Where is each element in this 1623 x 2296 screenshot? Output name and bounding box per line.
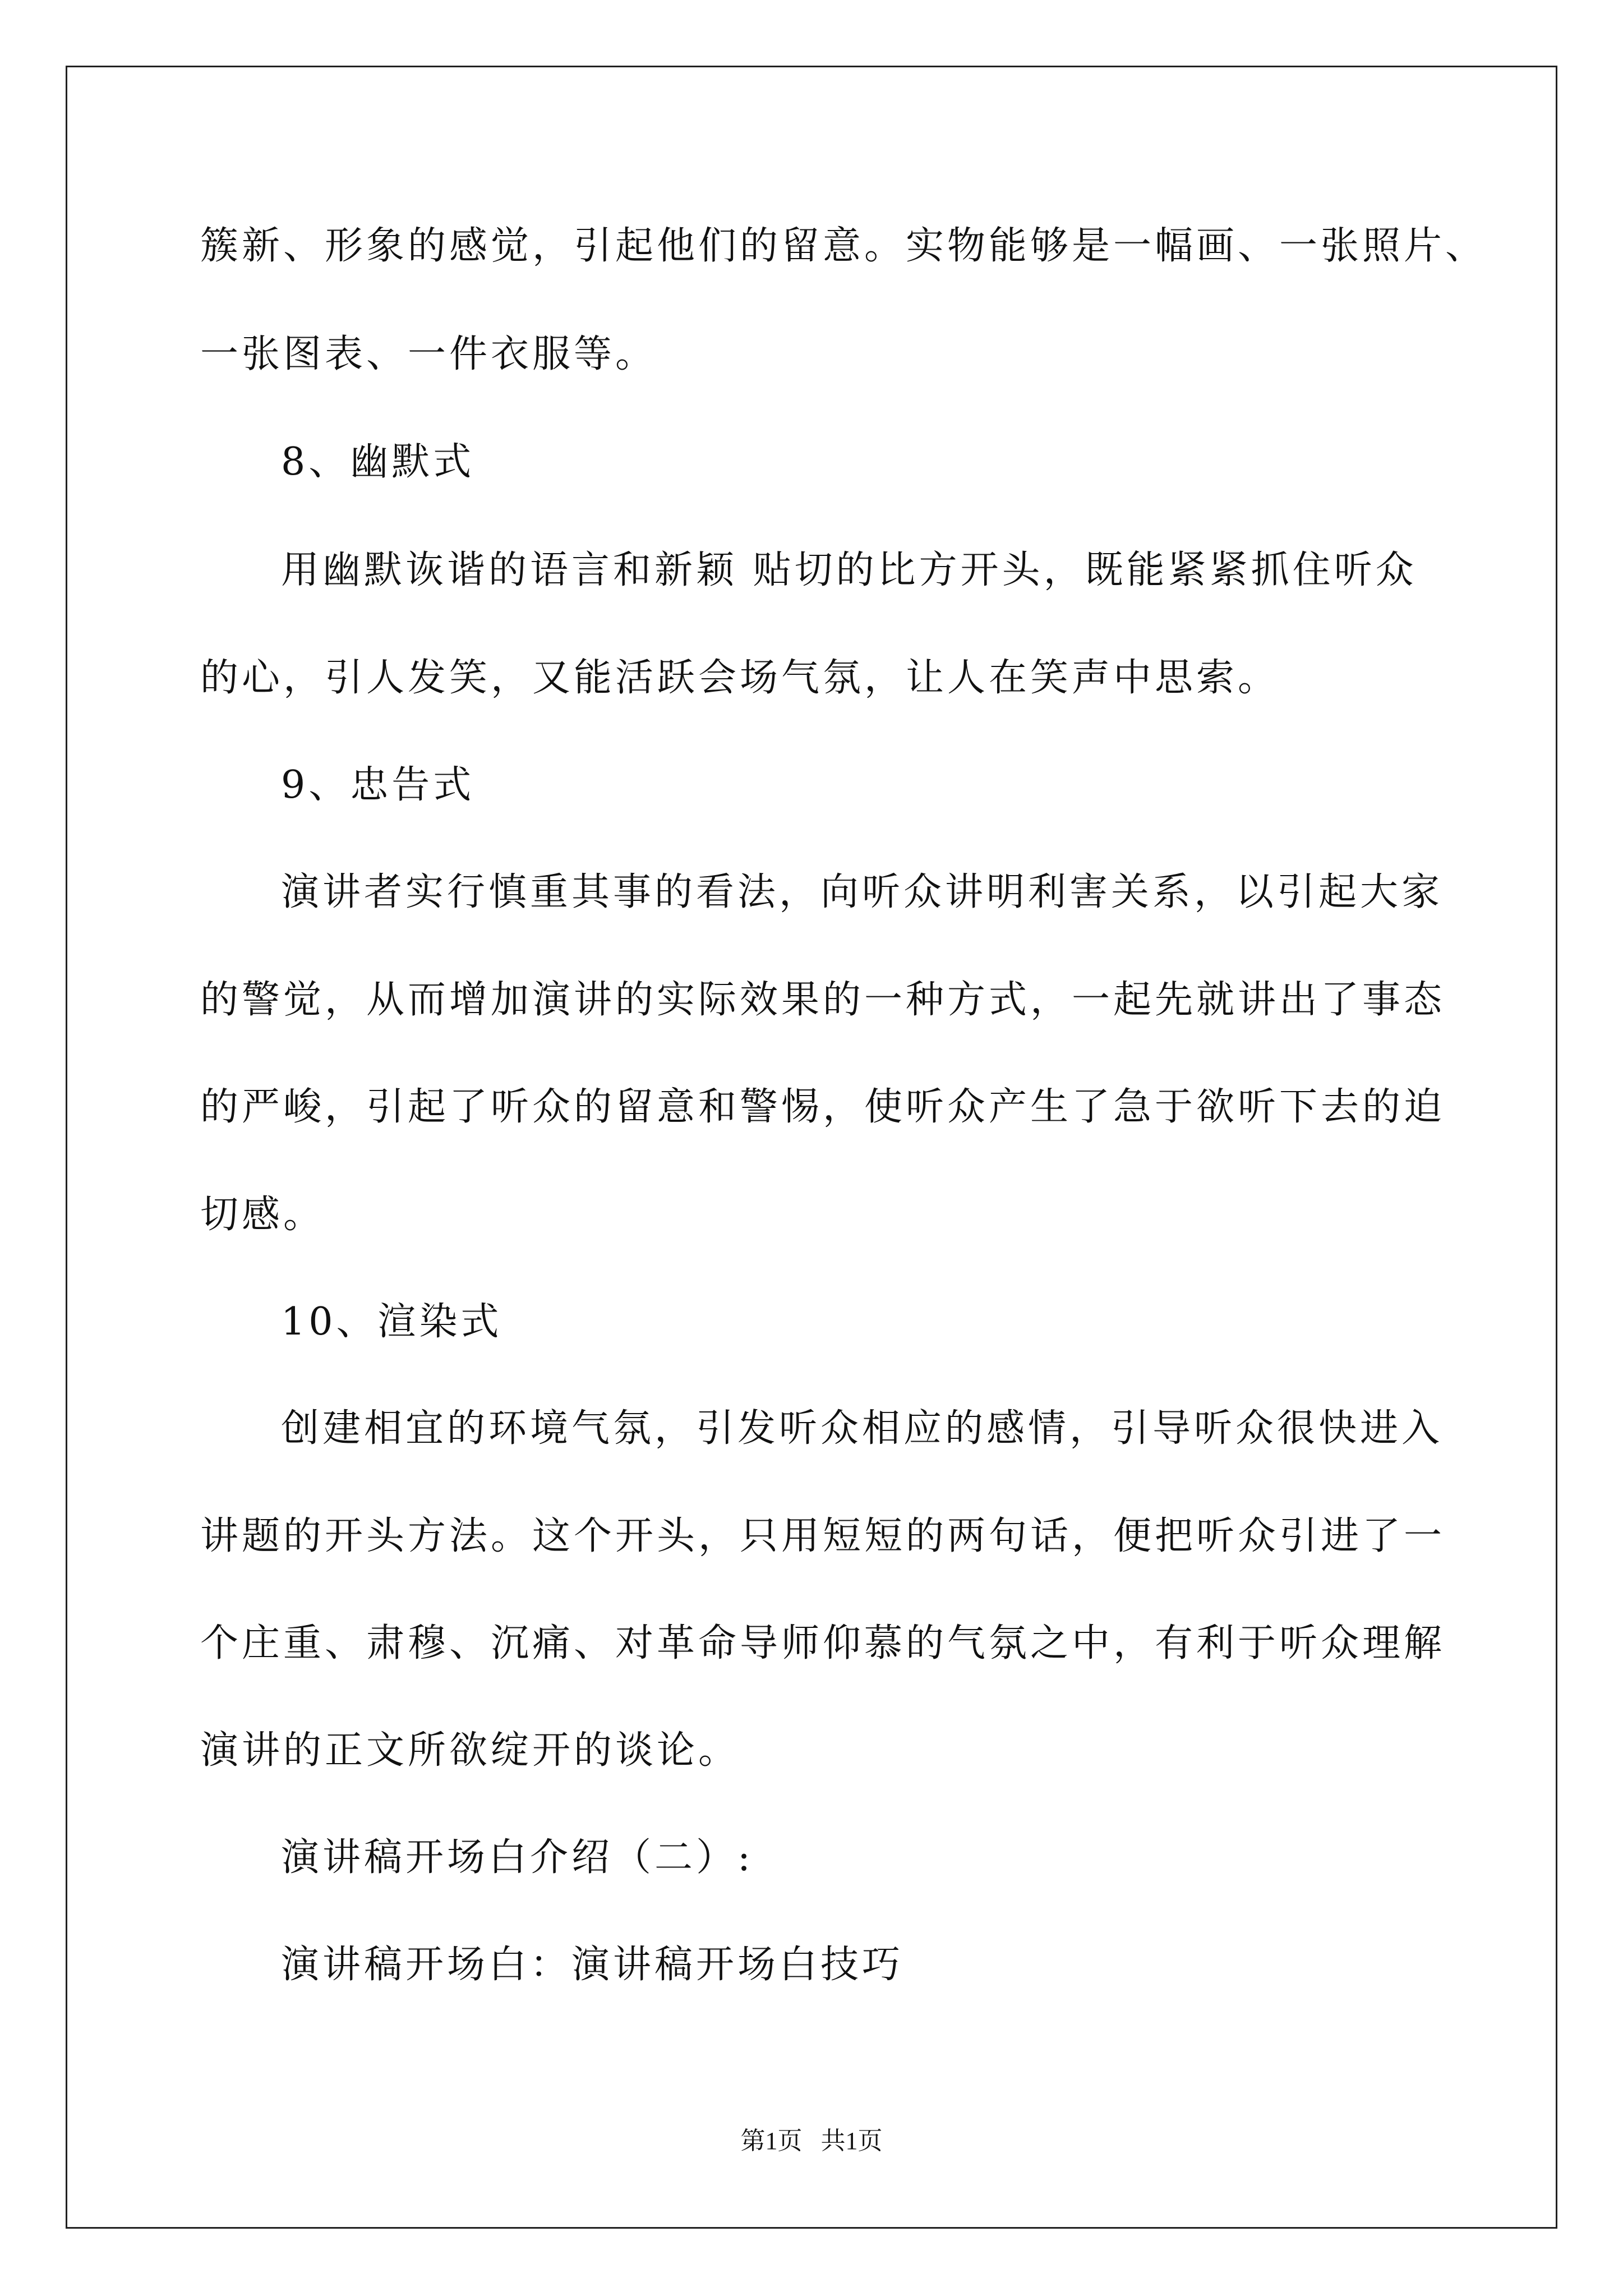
page-footer: 第1页 共1页 (740, 2127, 883, 2155)
section-heading-techniques: 演讲稿开场白：演讲稿开场白技巧 (281, 1943, 904, 1987)
body-line-10: 切感。 (200, 1193, 325, 1237)
body-line-14: 个庄重、肃穆、沉痛、对革命导师仰慕的气氛之中，有利于听众理解 (200, 1621, 1446, 1665)
body-line-4: 用幽默诙谐的语言和新颖 贴切的比方开头，既能紧紧抓住听众 (281, 548, 1417, 592)
body-line-12: 创建相宜的环境气氛，引发听众相应的感情，引导听众很快进入 (281, 1406, 1444, 1451)
body-line-9: 的严峻，引起了听众的留意和警惕，使听众产生了急于欲听下去的迫 (200, 1085, 1446, 1129)
body-line-15: 演讲的正文所欲绽开的谈论。 (200, 1728, 740, 1773)
page-border (66, 66, 1557, 2229)
body-line-1: 簇新、形象的感觉，引起他们的留意。实物能够是一幅画、一张照片、 (200, 224, 1487, 268)
body-line-5: 的心，引人发笑，又能活跃会场气氛，让人在笑声中思索。 (200, 656, 1280, 700)
section-heading-advice: 9、忠告式 (281, 763, 475, 807)
body-line-8: 的警觉，从而增加演讲的实际效果的一种方式，一起先就讲出了事态 (200, 978, 1446, 1022)
section-heading-humor: 8、幽默式 (281, 440, 475, 484)
body-line-13: 讲题的开头方法。这个开头，只用短短的两句话，便把听众引进了一 (200, 1514, 1446, 1558)
section-heading-intro-two: 演讲稿开场白介绍（二）: (281, 1835, 754, 1880)
body-line-7: 演讲者实行慎重其事的看法，向听众讲明利害关系，以引起大家 (281, 870, 1444, 914)
body-line-2: 一张图表、一件衣服等。 (200, 332, 657, 376)
section-heading-render: 10、渲染式 (281, 1300, 502, 1344)
